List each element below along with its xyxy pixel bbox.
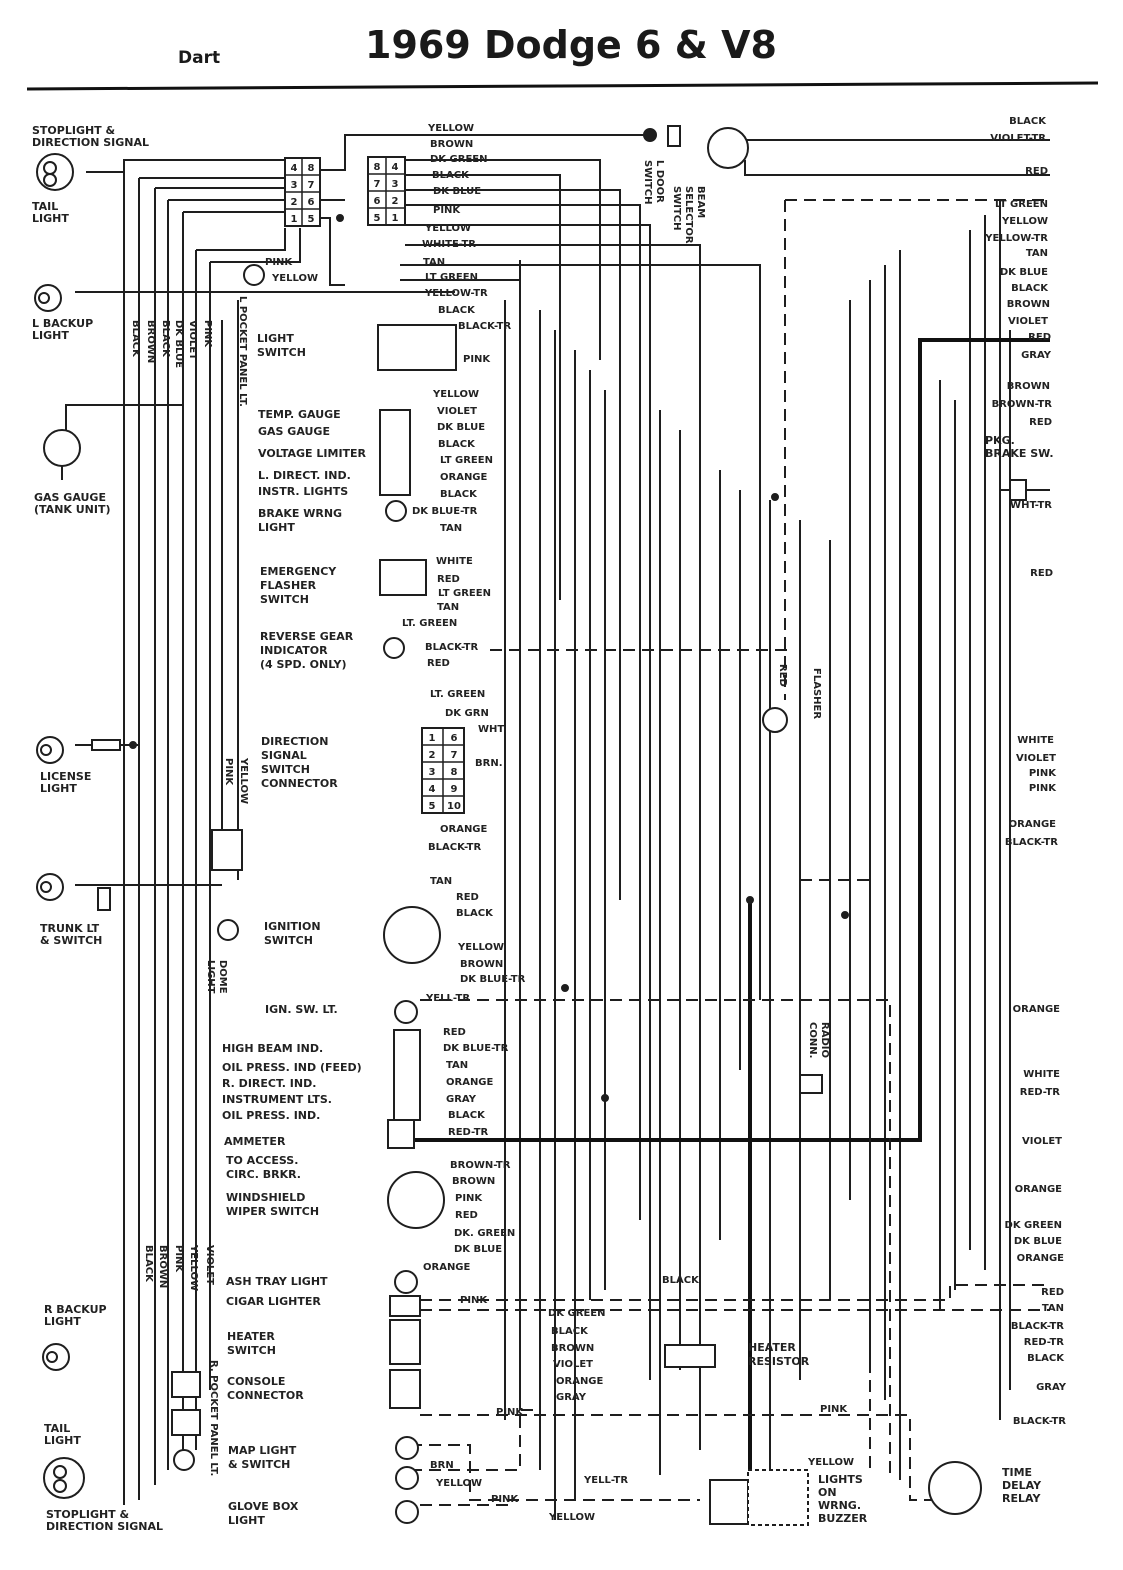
component-label: TIME DELAY RELAY: [1002, 1466, 1042, 1505]
connector-pin: 1: [290, 214, 298, 225]
lamp-icon: [43, 1344, 69, 1370]
wire-label: VIOLET: [1016, 753, 1056, 764]
connector-pin: 7: [373, 179, 381, 190]
lamp-icon: [37, 154, 73, 190]
wire-label: BLACK-TR: [1012, 1416, 1066, 1427]
wire-label: DK BLUE: [437, 422, 486, 433]
connector-pin: 7: [450, 750, 458, 761]
component-label: AMMETER: [224, 1135, 286, 1148]
lamp-icon: [218, 920, 238, 940]
wire-label: TAN: [423, 257, 446, 268]
wire-label: BLACK: [448, 1110, 485, 1121]
component-label: LIGHT SWITCH: [257, 332, 306, 359]
lamp-icon: [396, 1501, 418, 1523]
wire-label: DK BLUE-TR: [443, 1043, 509, 1054]
connector-pin: 5: [373, 213, 381, 224]
wire-label: LT. GREEN: [430, 689, 486, 700]
wire-label: BLACK: [456, 908, 493, 919]
wire-label: BRN: [430, 1460, 454, 1471]
lamp-icon: [37, 737, 120, 763]
lamp-icon: [396, 1437, 418, 1459]
wire-label: BLACK-TR: [1004, 837, 1058, 848]
connector-pin: 2: [290, 197, 298, 208]
wire-label: BLACK: [438, 439, 475, 450]
harness-wire-label: VIOLET: [204, 1245, 215, 1285]
lamp-icon: [395, 1001, 417, 1023]
component-label: TO ACCESS. CIRC. BRKR.: [226, 1154, 301, 1181]
wire-label: ORANGE: [423, 1262, 471, 1273]
component-label: BRAKE WRNG LIGHT: [258, 507, 343, 534]
wire-label: ORANGE: [1016, 1253, 1064, 1264]
component-label: ASH TRAY LIGHT: [226, 1275, 328, 1288]
wire-label: YELLOW-TR: [425, 288, 488, 299]
wire-label: LT. GREEN: [402, 618, 458, 629]
lamp-icon: [396, 1467, 418, 1489]
lamp-icon: [244, 265, 264, 285]
wire-label: TAN: [446, 1060, 469, 1071]
wire-label: DK BLUE-TR: [412, 506, 478, 517]
wire-label: LT GREEN: [995, 199, 1048, 210]
wire-label: RED: [1025, 166, 1048, 177]
connector-pin: 8: [307, 163, 315, 174]
connector-pin: 6: [373, 196, 381, 207]
wire-label: DK GREEN: [1004, 1220, 1062, 1231]
wire-label: LT GREEN: [425, 272, 478, 283]
left-component-label: R BACKUP LIGHT: [44, 1303, 107, 1328]
left-component-label: STOPLIGHT & DIRECTION SIGNAL: [32, 124, 150, 149]
wire-label: WHITE: [436, 556, 473, 567]
wire-label: RED-TR: [448, 1127, 489, 1138]
wire-label: PINK: [463, 354, 491, 365]
wire-label: BROWN-TR: [450, 1160, 511, 1171]
vertical-label: DOMELIGHT: [205, 960, 228, 994]
wire-label: BLACK: [1009, 116, 1046, 127]
connector-pin: 9: [450, 784, 458, 795]
component-label: REVERSE GEAR INDICATOR (4 SPD. ONLY): [260, 630, 354, 671]
wire-label: RED: [455, 1210, 478, 1221]
lamp-icon: [386, 501, 406, 521]
left-component-label: TAIL LIGHT: [44, 1422, 81, 1447]
component-label: DIRECTION SIGNAL SWITCH CONNECTOR: [261, 735, 338, 790]
wire-label: ORANGE: [440, 824, 488, 835]
wire-label: PINK: [265, 257, 293, 268]
vertical-label: PINK: [223, 758, 234, 786]
wire-label: DK BLUE: [999, 267, 1048, 278]
wire-label: PINK: [460, 1295, 488, 1306]
wire-label: BLACK-TR: [428, 842, 482, 853]
wire-label: ORANGE: [1014, 1184, 1062, 1195]
wire-label: BROWN: [460, 959, 504, 970]
wire-label: BLACK: [432, 170, 469, 181]
harness-wire-label: BROWN: [145, 320, 156, 364]
wire-label: VIOLET: [553, 1359, 593, 1370]
wire-label: RED-TR: [1019, 1087, 1060, 1098]
vertical-label: BEAMSELECTORSWITCH: [671, 186, 706, 244]
component-label: TEMP. GAUGE: [258, 408, 341, 421]
wire-label: PINK: [491, 1494, 519, 1505]
wire-label: BLACK: [551, 1326, 588, 1337]
vertical-label: FLASHER: [811, 668, 822, 720]
wire-label: TAN: [437, 602, 460, 613]
component-label: INSTRUMENT LTS.: [222, 1093, 332, 1106]
wire-label: DK BLUE: [1013, 1236, 1062, 1247]
wire-label: YELL-TR: [584, 1475, 629, 1486]
component-label: GLOVE BOX LIGHT: [228, 1500, 299, 1527]
wire-label: BLACK-TR: [425, 642, 479, 653]
lamp-icon: [37, 874, 110, 910]
wire-label: BLACK: [662, 1275, 699, 1286]
component-label: OIL PRESS. IND (FEED): [222, 1061, 362, 1074]
wire-label: PINK: [455, 1193, 483, 1204]
harness-wire-label: VIOLET: [187, 320, 198, 360]
harness-wire-label: PINK: [173, 1245, 184, 1273]
wire-label: YELLOW-TR: [985, 233, 1048, 244]
vertical-label: R. POCKET PANEL LT.: [208, 1360, 219, 1477]
component-label: L. DIRECT. IND.: [258, 469, 351, 482]
wire-label: VIOLET: [1022, 1136, 1062, 1147]
wire-label: YELLOW: [436, 1478, 482, 1489]
wire-label: YELLOW: [425, 223, 471, 234]
wire-label: RED: [1029, 417, 1052, 428]
wire-label: BLACK-TR: [458, 321, 512, 332]
wire-label: BLACK-TR: [1010, 1321, 1064, 1332]
wire-label: TAN: [440, 523, 463, 534]
left-component-label: TRUNK LT & SWITCH: [40, 922, 103, 947]
harness-wire-label: PINK: [202, 320, 213, 348]
wire-label: RED: [456, 892, 479, 903]
wire-label: BLACK: [438, 305, 475, 316]
wire-label: WHT: [478, 724, 505, 735]
wire-label: ORANGE: [446, 1077, 494, 1088]
harness-wire-label: YELLOW: [188, 1245, 199, 1291]
left-component-label: TAIL LIGHT: [32, 200, 69, 225]
component-label: CIGAR LIGHTER: [226, 1295, 321, 1308]
connector-pin: 4: [290, 163, 298, 174]
lamp-icon: [395, 1271, 417, 1293]
lamp-icon: [44, 1458, 84, 1498]
wire-label: YELLOW: [433, 389, 479, 400]
wire-label: ORANGE: [1008, 819, 1056, 830]
left-component-label: STOPLIGHT & DIRECTION SIGNAL: [46, 1508, 164, 1533]
connector-pin: 10: [447, 801, 461, 812]
wire-label: BROWN: [430, 139, 474, 150]
wire-label: BLACK: [1011, 283, 1048, 294]
wire-label: DK BLUE-TR: [460, 974, 526, 985]
wire-label: DK GRN: [445, 708, 489, 719]
vertical-label: L DOORSWITCH: [642, 160, 665, 205]
wire-label: WHITE: [1017, 735, 1054, 746]
wire-label: YELLOW: [458, 942, 504, 953]
wire-label: RED: [443, 1027, 466, 1038]
vertical-label: RED: [777, 664, 788, 687]
harness-wire-label: BLACK: [160, 320, 171, 357]
connector-pin: 3: [428, 767, 436, 778]
wire-label: GRAY: [1036, 1382, 1066, 1393]
wire-label: RED: [1041, 1287, 1064, 1298]
lamp-icon: [35, 285, 61, 311]
left-component-label: LICENSE LIGHT: [40, 770, 92, 795]
harness-wire-label: BLACK: [130, 320, 141, 357]
connector-pin: 8: [373, 162, 381, 173]
wire-label: ORANGE: [1012, 1004, 1060, 1015]
lamp-icon: [384, 638, 404, 658]
wire-label: BROWN: [1006, 381, 1050, 392]
connector-pin: 1: [428, 733, 436, 744]
wire-label: DK GREEN: [430, 154, 488, 165]
wire-label: TAN: [1025, 248, 1048, 259]
vertical-label: RADIOCONN.: [807, 1022, 830, 1059]
wire-label: VIOLET: [437, 406, 477, 417]
component-label: WINDSHIELD WIPER SWITCH: [226, 1191, 320, 1218]
wire-label: PINK: [433, 205, 461, 216]
connector-pin: 6: [307, 197, 315, 208]
wire-label: BROWN-TR: [991, 399, 1052, 410]
wire-label: LT GREEN: [438, 588, 491, 599]
wire-label: PINK: [496, 1407, 524, 1418]
component-label: IGNITION SWITCH: [264, 920, 321, 947]
gauge-icon: [44, 430, 80, 480]
wire-label: VIOLET: [1008, 316, 1048, 327]
component-label: HEATER SWITCH: [227, 1330, 276, 1357]
connector-pin: 1: [391, 213, 399, 224]
wire-label: YELLOW: [1002, 216, 1048, 227]
component-label: IGN. SW. LT.: [265, 1003, 338, 1016]
wire-label: PINK: [1028, 783, 1056, 794]
wire-label: RED: [1028, 332, 1051, 343]
wire-label: WHT-TR: [1010, 500, 1052, 511]
wire-label: BLACK: [1027, 1353, 1064, 1364]
wire-label: DK BLUE: [454, 1244, 503, 1255]
connector-pin: 2: [391, 196, 399, 207]
wire-label: RED: [437, 574, 460, 585]
wire-label: BROWN: [452, 1176, 496, 1187]
wire-label: YELLOW: [428, 123, 474, 134]
component-label: HEATER RESISTOR: [748, 1341, 810, 1368]
left-component-label: L BACKUP LIGHT: [32, 317, 94, 342]
wire-label: ORANGE: [440, 472, 488, 483]
connector-pin: 6: [450, 733, 458, 744]
connector-pin: 5: [428, 801, 436, 812]
wire-label: VIOLET-TR: [990, 133, 1046, 144]
wire-label: RED: [427, 658, 450, 669]
wire-label: YELLOW: [272, 273, 318, 284]
wire-label: WHITE: [1023, 1069, 1060, 1080]
wire-label: BRN.: [475, 758, 503, 769]
component-label: HIGH BEAM IND.: [222, 1042, 324, 1055]
connector-pin: 7: [307, 180, 315, 191]
wire-label: PINK: [820, 1404, 848, 1415]
wire-label: BLACK: [440, 489, 477, 500]
vertical-label: L POCKET PANEL LT.: [237, 296, 248, 407]
wire-label: WHITE-TR: [422, 239, 476, 250]
model-label: Dart: [178, 48, 221, 68]
wire-label: DK. GREEN: [454, 1228, 516, 1239]
wire-label: PINK: [1028, 768, 1056, 779]
wire-label: YELL-TR: [426, 993, 471, 1004]
connector-pin: 4: [391, 162, 399, 173]
component-label: OIL PRESS. IND.: [222, 1109, 321, 1122]
wire-label: BROWN: [551, 1343, 595, 1354]
wire-label: DK BLUE: [433, 186, 482, 197]
wire-label: TAN: [1041, 1303, 1064, 1314]
left-component-label: GAS GAUGE (TANK UNIT): [34, 491, 111, 516]
wire-label: DK GREEN: [548, 1308, 606, 1319]
wire-label: GRAY: [1021, 350, 1051, 361]
wire-label: YELLOW: [549, 1512, 595, 1523]
wire-label: RED: [1030, 568, 1053, 579]
connector-pin: 2: [428, 750, 436, 761]
wire-label: GRAY: [446, 1094, 476, 1105]
component-label: EMERGENCY FLASHER SWITCH: [260, 565, 337, 606]
connector-pin: 4: [428, 784, 436, 795]
diagram-title: 1969 Dodge 6 & V8: [365, 23, 777, 67]
lamp-icon: [174, 1450, 194, 1470]
component-label: CONSOLE CONNECTOR: [227, 1375, 304, 1402]
wire-label: YELLOW: [808, 1457, 854, 1468]
header-rule: [27, 83, 1098, 89]
connector-pin: 3: [290, 180, 298, 191]
wire-label: TAN: [430, 876, 453, 887]
vertical-label: YELLOW: [238, 758, 249, 804]
component-label: MAP LIGHT & SWITCH: [228, 1444, 297, 1471]
connector-pin: 8: [450, 767, 458, 778]
harness-wire-label: DK BLUE: [173, 320, 184, 369]
component-label: PKG. BRAKE SW.: [985, 434, 1054, 460]
component-label: LIGHTS ON WRNG. BUZZER: [818, 1473, 868, 1525]
wire-label: RED-TR: [1023, 1337, 1064, 1348]
wire-label: GRAY: [556, 1392, 586, 1403]
wire-label: ORANGE: [556, 1376, 604, 1387]
harness-wire-label: BROWN: [157, 1245, 168, 1289]
harness-wire-label: BLACK: [143, 1245, 154, 1282]
component-label: VOLTAGE LIMITER: [258, 447, 367, 460]
wire-label: LT GREEN: [440, 455, 493, 466]
connector-pin: 5: [307, 214, 315, 225]
component-label: INSTR. LIGHTS: [258, 485, 349, 498]
component-label: GAS GAUGE: [258, 425, 330, 438]
connector-pin: 3: [391, 179, 399, 190]
wire-label: BROWN: [1006, 299, 1050, 310]
component-label: R. DIRECT. IND.: [222, 1077, 317, 1090]
